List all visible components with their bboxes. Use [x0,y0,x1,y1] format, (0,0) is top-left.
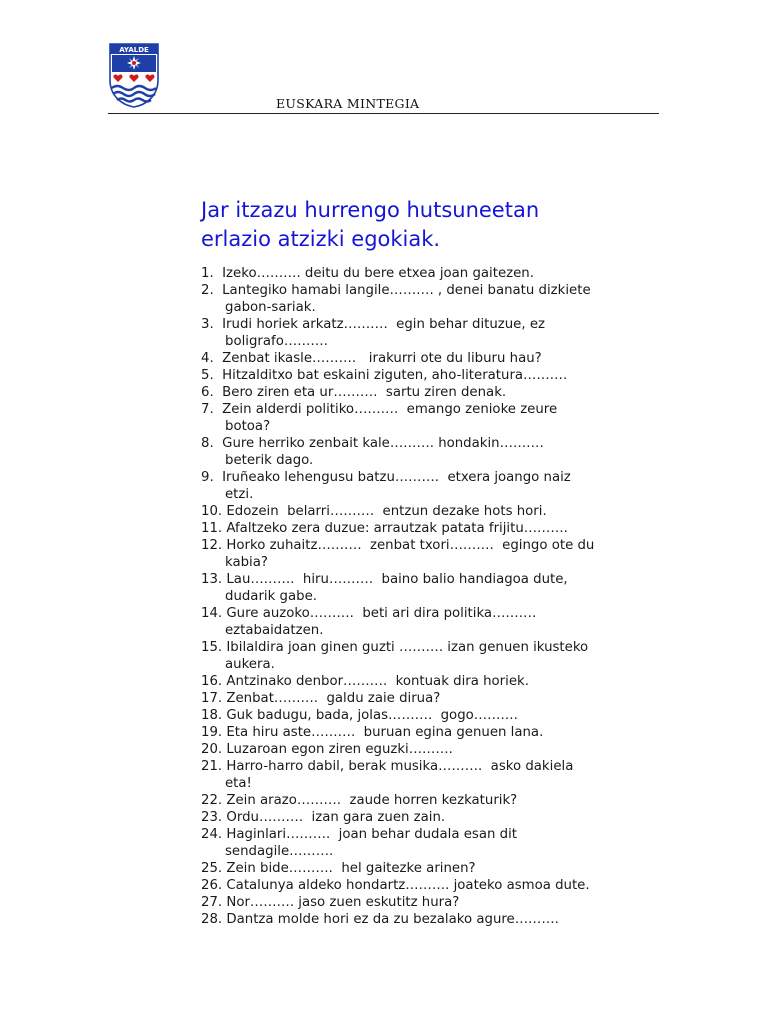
list-item: 17. Zenbat………. galdu zaie dirua? [201,691,441,706]
list-item: 16. Antzinako denbor………. kontuak dira horiek. [201,674,529,689]
list-item: 28. Dantza molde hori ez da zu bezalako agure………. [201,912,559,927]
header-title: EUSKARA MINTEGIA [276,96,420,111]
list-item: 20. Luzaroan egon ziren eguzki………. [201,742,453,757]
list-item: 1. Izeko………. deitu du bere etxea joan gaitezen. [201,266,534,281]
list-item: 8. Gure herriko zenbait kale………. hondakin………. beterik dago. [201,436,544,468]
list-item: 19. Eta hiru aste………. buruan egina genuen lana. [201,725,544,740]
crest-banner-text: AYALDE [119,46,149,54]
list-item: 4. Zenbat ikasle………. irakurri ote du liburu hau? [201,351,542,366]
list-item: 3. Irudi horiek arkatz………. egin behar dituzue, ez boligrafo………. [201,317,545,349]
list-item: 11. Afaltzeko zera duzue: arrautzak patata frijitu………. [201,521,568,536]
exercise-title-line-2: erlazio atzizki egokiak. [201,227,441,251]
list-item: 10. Edozein belarri………. entzun dezake hots hori. [201,504,547,519]
exercise-title [201,196,661,254]
list-item: 22. Zein arazo………. zaude horren kezkaturik? [201,793,518,808]
list-item: 12. Horko zuhaitz………. zenbat txori………. egingo ote du kabia? [201,538,595,570]
list-item: 18. Guk badugu, bada, jolas………. gogo………. [201,708,518,723]
coat-of-arms-logo [108,42,160,108]
exercise-list [201,265,671,928]
list-item: 5. Hitzalditxo bat eskaini ziguten, aho-literatura………. [201,368,568,383]
list-item: 23. Ordu………. izan gara zuen zain. [201,810,446,825]
list-item: 2. Lantegiko hamabi langile………. , denei banatu dizkiete gabon-sariak. [201,283,591,315]
list-item: 27. Nor………. jaso zuen eskutitz hura? [201,895,460,910]
list-item: 26. Catalunya aldeko hondartz………. joateko asmoa dute. [201,878,590,893]
list-item: 14. Gure auzoko………. beti ari dira politika………. eztabaidatzen. [201,606,537,638]
list-item: 13. Lau………. hiru………. baino balio handiagoa dute, dudarik gabe. [201,572,568,604]
list-item: 24. Haginlari………. joan behar dudala esan dit sendagile………. [201,827,517,859]
list-item: 7. Zein alderdi politiko………. emango zenioke zeure botoa? [201,402,558,434]
list-item: 9. Iruñeako lehengusu batzu………. etxera joango naiz etzi. [201,470,571,502]
exercise-title-line-1: Jar itzazu hurrengo hutsuneetan [201,198,540,222]
list-item: 21. Harro-harro dabil, berak musika………. asko dakiela eta! [201,759,574,791]
list-item: 6. Bero ziren eta ur………. sartu ziren denak. [201,385,507,400]
list-item: 25. Zein bide………. hel gaitezke arinen? [201,861,476,876]
list-item: 15. Ibilaldira joan ginen guzti ………. izan genuen ikusteko aukera. [201,640,589,672]
header-divider [108,113,659,114]
